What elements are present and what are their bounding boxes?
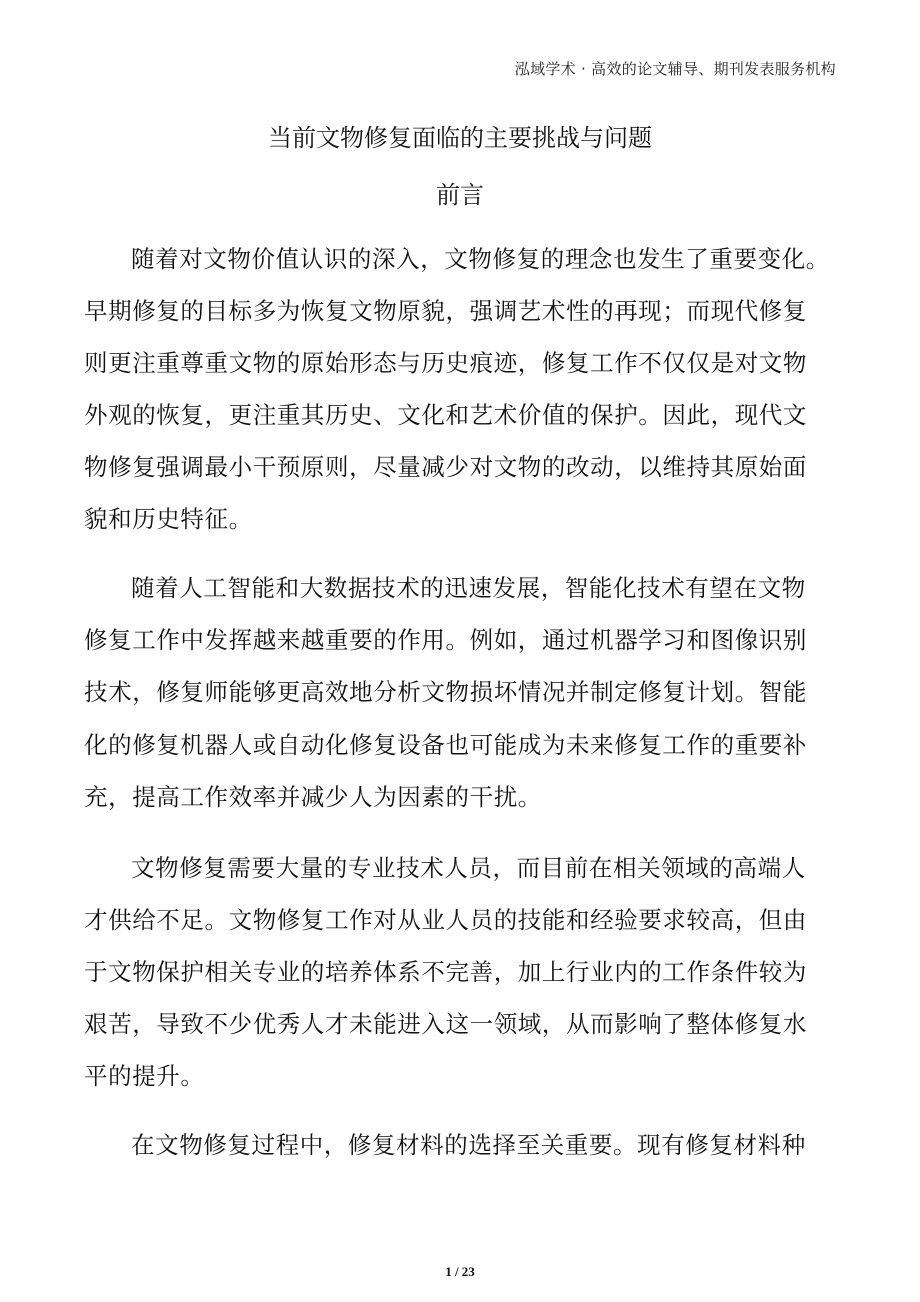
text-line: 物修复强调最小干预原则，尽量减少对文物的改动，以维持其原始面: [84, 453, 807, 481]
text-line: 修复工作中发挥越来越重要的作用。例如，通过机器学习和图像识别: [84, 626, 807, 654]
text-line: 则更注重尊重文物的原始形态与历史痕迹，修复工作不仅仅是对文物: [84, 349, 807, 377]
text-line: 于文物保护相关专业的培养体系不完善，加上行业内的工作条件较为: [84, 958, 807, 986]
page-header: 泓域学术 · 高效的论文辅导、期刊发表服务机构: [514, 60, 836, 78]
text-line: 早期修复的目标多为恢复文物原貌，强调艺术性的再现；而现代修复: [84, 297, 807, 325]
text-line: 平的提升。: [84, 1062, 205, 1090]
text-line: 技术，修复师能够更高效地分析文物损坏情况并制定修复计划。智能: [84, 678, 807, 706]
text-line: 充，提高工作效率并减少人为因素的干扰。: [84, 783, 542, 811]
section-heading: 前言: [436, 181, 484, 209]
text-line: 随着人工智能和大数据技术的迅速发展，智能化技术有望在文物: [131, 574, 806, 602]
document-title: 当前文物修复面临的主要挑战与问题: [268, 124, 652, 152]
text-line: 艰苦，导致不少优秀人才未能进入这一领域，从而影响了整体修复水: [84, 1010, 807, 1038]
text-line: 在文物修复过程中，修复材料的选择至关重要。现有修复材料种: [131, 1131, 806, 1159]
text-line: 貌和历史特征。: [84, 505, 253, 533]
text-line: 化的修复机器人或自动化修复设备也可能成为未来修复工作的重要补: [84, 731, 807, 759]
text-line: 外观的恢复，更注重其历史、文化和艺术价值的保护。因此，现代文: [84, 401, 807, 429]
text-line: 才供给不足。文物修复工作对从业人员的技能和经验要求较高，但由: [84, 906, 807, 934]
text-line: 随着对文物价值认识的深入，文物修复的理念也发生了重要变化。: [131, 245, 830, 273]
page-number: 1 / 23: [445, 1264, 475, 1279]
text-line: 文物修复需要大量的专业技术人员，而目前在相关领域的高端人: [131, 854, 806, 882]
